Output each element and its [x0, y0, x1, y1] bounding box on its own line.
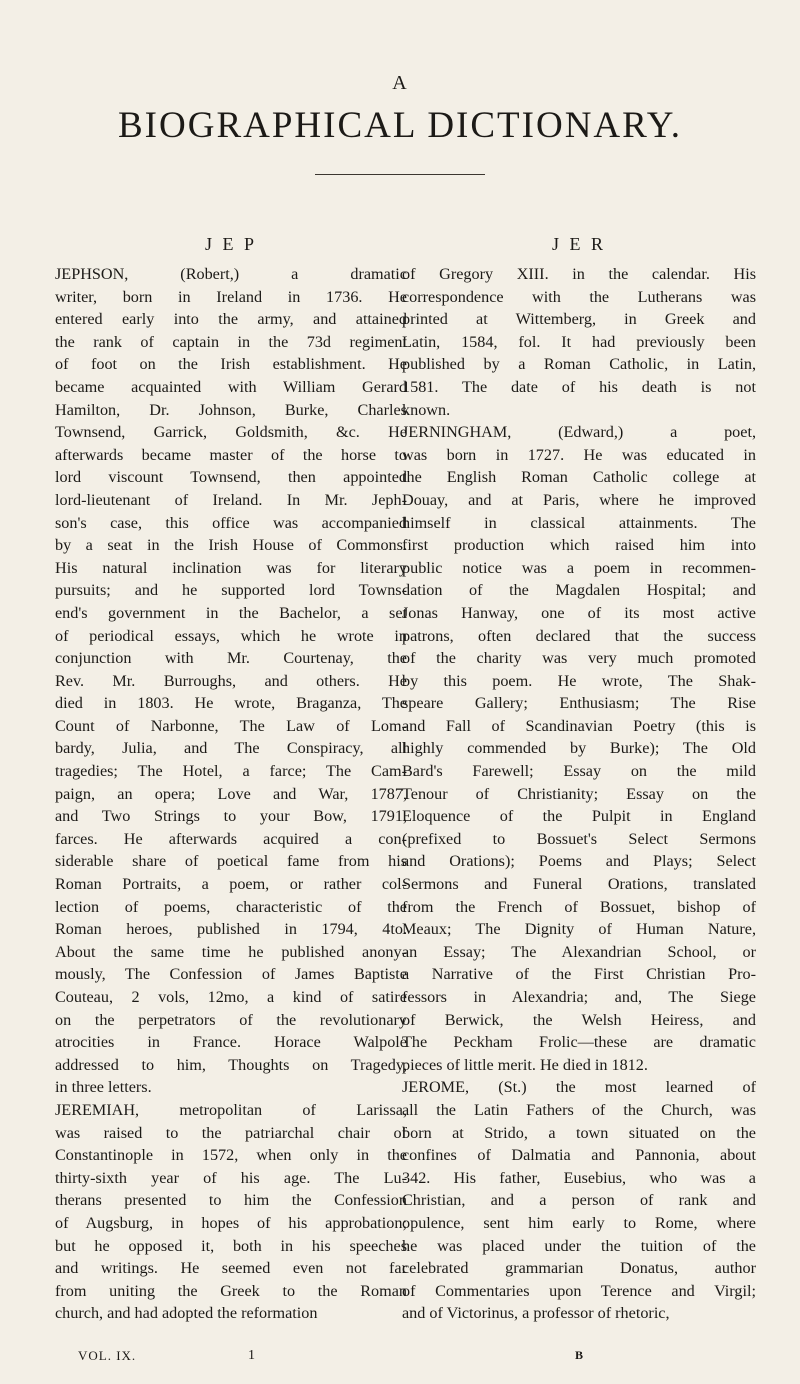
text-line: tragedies; The Hotel, a farce; The Cam-	[55, 762, 407, 781]
text-line: conjunction with Mr. Courtenay, the	[55, 649, 407, 668]
text-line: printed at Wittemberg, in Greek and	[402, 310, 756, 329]
text-line: mously, The Confession of James Baptiste	[55, 965, 407, 984]
text-line: farces. He afterwards acquired a con-	[55, 829, 407, 848]
text-line: the rank of captain in the 73d regiment	[55, 332, 407, 351]
text-line: of foot on the Irish establishment. He	[55, 355, 407, 374]
left-column	[55, 233, 407, 1325]
text-line: dation of the Magdalen Hospital; and	[402, 581, 756, 600]
text-line: patrons, often declared that the success	[402, 626, 756, 645]
text-line: Rev. Mr. Burroughs, and others. He	[55, 671, 407, 690]
text-line: and writings. He seemed even not far	[55, 1259, 407, 1278]
text-line: paign, an opera; Love and War, 1787,	[55, 784, 407, 803]
running-head-right: J E R	[551, 234, 606, 254]
text-line: son's case, this office was accompanied	[55, 513, 407, 532]
text-line: of the charity was very much promoted	[402, 649, 756, 668]
text-line: was raised to the patriarchal chair of	[55, 1123, 407, 1142]
text-line: addressed to him, Thoughts on Tragedy,	[55, 1055, 407, 1074]
right-column	[402, 233, 756, 1325]
text-line: pieces of little merit. He died in 1812.	[402, 1055, 648, 1074]
text-line: pursuits; and he supported lord Towns-	[55, 581, 407, 600]
text-line: celebrated grammarian Donatus, author	[402, 1259, 756, 1278]
text-line: died in 1803. He wrote, Braganza, The	[55, 694, 407, 713]
text-line: JEROME, (St.) the most learned of	[402, 1078, 756, 1097]
text-line: end's government in the Bachelor, a set	[55, 603, 407, 622]
text-line: siderable share of poetical fame from his	[55, 852, 407, 871]
text-line: correspondence with the Lutherans was	[402, 287, 756, 306]
text-line: public notice was a poem in recommen-	[402, 558, 756, 577]
text-line: entered early into the army, and attained	[55, 310, 407, 329]
footer-signature-left: 1	[248, 1348, 256, 1363]
text-line: 1581. The date of his death is not	[402, 377, 756, 396]
text-line: born at Strido, a town situated on the	[402, 1123, 756, 1142]
title-rule	[315, 174, 485, 175]
text-line: Count of Narbonne, The Law of Lom-	[55, 716, 407, 735]
left-column-text	[55, 263, 407, 1325]
text-line: all the Latin Fathers of the Church, was	[402, 1100, 756, 1119]
text-line: church, and had adopted the reformation	[55, 1304, 318, 1323]
text-line: from uniting the Greek to the Roman	[55, 1281, 407, 1300]
text-line: About the same time he published anony-	[55, 942, 407, 961]
text-line: from the French of Bossuet, bishop of	[402, 897, 756, 916]
text-line: by a seat in the Irish House of Commons.	[55, 536, 407, 555]
text-line: (prefixed to Bossuet's Select Sermons	[402, 829, 756, 848]
text-line: and Orations); Poems and Plays; Select	[402, 852, 756, 871]
text-line: His natural inclination was for literary	[55, 558, 407, 577]
text-line: of periodical essays, which he wrote in	[55, 626, 407, 645]
text-line: by this poem. He wrote, The Shak-	[402, 671, 756, 690]
text-line: The Peckham Frolic—these are dramatic	[402, 1033, 756, 1052]
text-line: lord-lieutenant of Ireland. In Mr. Jeph-	[55, 490, 407, 509]
text-line: Meaux; The Dignity of Human Nature,	[402, 920, 756, 939]
running-head-left: J E P	[204, 234, 257, 254]
text-line: Bard's Farewell; Essay on the mild	[402, 762, 756, 781]
text-line: Sermons and Funeral Orations, translated	[402, 875, 756, 894]
page-title: BIOGRAPHICAL DICTIONARY.	[118, 105, 682, 146]
text-line: of Gregory XIII. in the calendar. His	[402, 265, 756, 283]
text-line: Couteau, 2 vols, 12mo, a kind of satire	[55, 988, 407, 1006]
text-line: speare Gallery; Enthusiasm; The Rise	[402, 694, 756, 713]
text-line: writer, born in Ireland in 1736. He	[55, 287, 407, 306]
text-line: and of Victorinus, a professor of rhetoric,	[402, 1304, 670, 1323]
text-line: Douay, and at Paris, where he improved	[402, 490, 756, 509]
footer-signature-right: B	[575, 1348, 585, 1362]
text-line: JEREMIAH, metropolitan of Larissa,	[55, 1100, 407, 1119]
text-line: Eloquence of the Pulpit in England	[402, 807, 756, 826]
text-line: Latin, 1584, fol. It had previously been	[402, 332, 756, 351]
text-line: first production which raised him into	[402, 536, 756, 555]
text-line: afterwards became master of the horse to	[55, 445, 407, 464]
footer-volume: VOL. IX.	[78, 1348, 137, 1363]
text-line: an Essay; The Alexandrian School, or	[402, 942, 756, 961]
text-line: thirty-sixth year of his age. The Lu-	[55, 1168, 407, 1187]
text-line: Roman heroes, published in 1794, 4to.	[55, 920, 407, 939]
text-line: fessors in Alexandria; and, The Siege	[402, 988, 756, 1006]
text-line: lection of poems, characteristic of the	[55, 897, 407, 916]
text-line: Tenour of Christianity; Essay on the	[402, 784, 756, 803]
text-line: published by a Roman Catholic, in Latin,	[402, 355, 756, 374]
right-column-text	[402, 263, 756, 1325]
text-line: Christian, and a person of rank and	[402, 1191, 756, 1210]
text-line: of Augsburg, in hopes of his approbation;	[55, 1213, 407, 1232]
text-line: known.	[402, 400, 451, 419]
section-letter: A	[392, 72, 408, 94]
text-line: JERNINGHAM, (Edward,) a poet,	[402, 423, 756, 442]
text-line: on the perpetrators of the revolutionary	[55, 1010, 407, 1029]
text-line: opulence, sent him early to Rome, where	[402, 1213, 756, 1232]
text-line: Hamilton, Dr. Johnson, Burke, Charles	[55, 400, 407, 419]
text-line: he was placed under the tuition of the	[402, 1236, 756, 1255]
text-line: a Narrative of the First Christian Pro-	[402, 965, 756, 984]
text-line: was born in 1727. He was educated in	[402, 445, 756, 464]
text-line: highly commended by Burke); The Old	[402, 739, 756, 758]
text-line: and Two Strings to your Bow, 1791,	[55, 807, 407, 826]
text-line: bardy, Julia, and The Conspiracy, all	[55, 739, 407, 758]
text-line: therans presented to him the Confession	[55, 1191, 407, 1210]
text-line: lord viscount Townsend, then appointed	[55, 468, 407, 487]
text-line: confines of Dalmatia and Pannonia, about	[402, 1146, 756, 1165]
text-line: atrocities in France. Horace Walpole	[55, 1033, 407, 1052]
text-line: Townsend, Garrick, Goldsmith, &c. He	[55, 423, 407, 442]
text-line: himself in classical attainments. The	[402, 513, 756, 532]
text-line: of Commentaries upon Terence and Virgil;	[402, 1281, 756, 1300]
text-line: JEPHSON, (Robert,) a dramatic	[55, 265, 407, 283]
text-line: of Berwick, the Welsh Heiress, and	[402, 1010, 756, 1029]
text-line: but he opposed it, both in his speeches	[55, 1236, 407, 1255]
text-line: and Fall of Scandinavian Poetry (this is	[402, 716, 756, 735]
text-line: Jonas Hanway, one of its most active	[402, 603, 756, 622]
text-line: Constantinople in 1572, when only in the	[55, 1146, 407, 1165]
text-line: the English Roman Catholic college at	[402, 468, 756, 487]
text-line: became acquainted with William Gerard	[55, 377, 407, 396]
text-line: 342. His father, Eusebius, who was a	[402, 1168, 756, 1187]
text-line: in three letters.	[55, 1078, 152, 1097]
text-line: Roman Portraits, a poem, or rather col-	[55, 875, 407, 894]
